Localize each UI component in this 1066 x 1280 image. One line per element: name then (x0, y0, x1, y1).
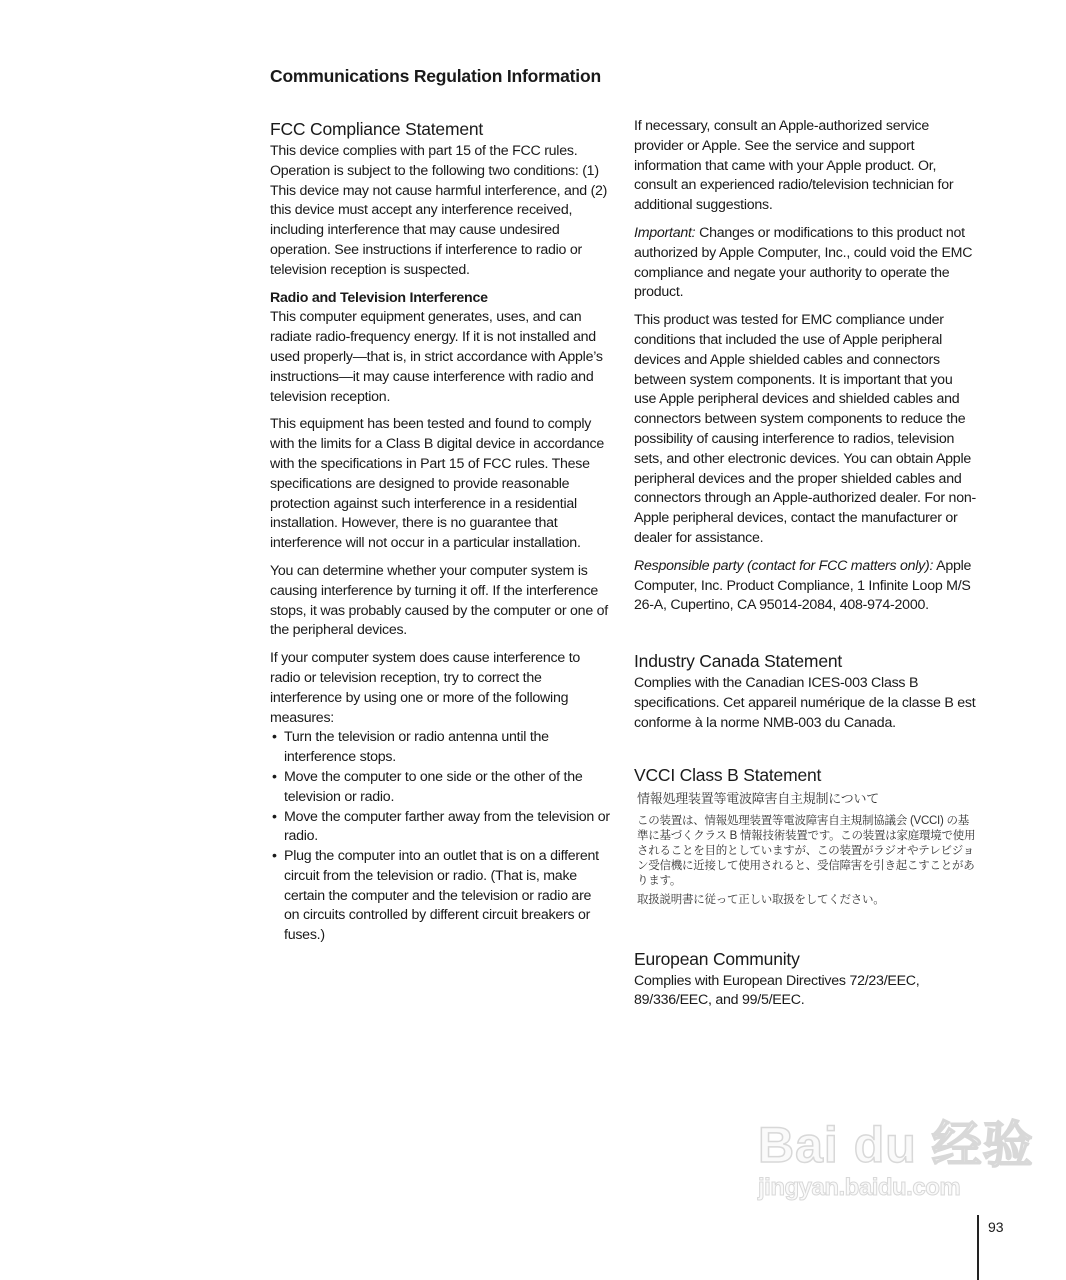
list-item: • Turn the television or radio antenna until the interference stops. (270, 728, 610, 768)
vcci-jp-body: この装置は、情報処理装置等電波障害自主規制協議会 (VCCI) の基準に基づくクラス B 情報技術装置です。この装置は家庭環境で使用されることを目的としていますが、この装置がラジオやテレビジョン受信機に近接して使用されると、受信障害を引き起こすことがあります。 (637, 814, 976, 887)
eu-text: Complies with European Directives 72/23/EEC, 89/336/EEC, and 99/5/EEC. (634, 972, 920, 1009)
page-number-rule (977, 1215, 979, 1280)
important-label: Important: (634, 224, 696, 241)
canada-heading: Industry Canada Statement (634, 651, 843, 672)
fcc-paragraph: You can determine whether your computer system is causing interference by turning it off. If the interference stops, it was probably caused by the computer or one of the peripheral devices. (270, 562, 608, 639)
list-item: • Plug the computer into an outlet that is on a different circuit from the television or radio. (That is, make certain the computer and the television or radio are on circuits controlled by different circuit breakers or fuses.) (270, 847, 610, 946)
page-title: Communications Regulation Information (270, 66, 601, 86)
responsible-text: Apple Computer, Inc. Product Compliance, 1 Infinite Loop M/S 26-A, Cupertino, CA 95014-2084, 408-974-2000. (634, 557, 972, 614)
fcc-paragraph: If necessary, consult an Apple-authorized service provider or Apple. See the service and support information that came with your Apple product. Or, consult an experienced radio/television technician for additional suggestions. (634, 118, 954, 214)
list-item: • Move the computer to one side or the other of the television or radio. (270, 768, 610, 808)
fcc-paragraph: This product was tested for EMC compliance under conditions that included the use of Apple peripheral devices and Apple shielded cables and connectors between system components. It is important that you use Apple peripheral devices and shielded cables and connectors between system components to reduce the possibility of causing interference to radios, television sets, and other electronic devices. You can obtain Apple peripheral devices and the proper shielded cables and connectors through an Apple-authorized dealer. For non-Apple peripheral devices, contact the manufacturer or dealer for assistance. (634, 312, 976, 546)
vcci-jp-note: 取扱説明書に従って正しい取扱をしてください。 (637, 893, 885, 906)
eu-heading: European Community (634, 948, 800, 969)
right-column (634, 117, 976, 1019)
important-paragraph (634, 224, 976, 303)
page-number: 93 (988, 1219, 1004, 1235)
fcc-heading: FCC Compliance Statement (270, 119, 484, 139)
left-column (270, 118, 610, 946)
watermark-logo: Bai du 经验 (758, 1117, 1034, 1173)
fcc-paragraph: This equipment has been tested and found to comply with the limits for a Class B digital device in accordance with the specifications in Part 15 of FCC rules. These specifications are designed to provide reasonable protection against such interference in a residential installation. However, there is no guarantee that interference will not occur in a particular installation. (270, 416, 605, 552)
responsible-party (634, 557, 976, 616)
canada-text: Complies with the Canadian ICES-003 Class B specifications. Cet appareil numérique de la classe B est conforme à la norme NMB-003 du Canada. (634, 675, 976, 731)
fcc-paragraph: This computer equipment generates, uses, and can radiate radio-frequency energy. If it is not installed and used properly—that is, in strict accordance with Apple’s instructions—it may cause interference with radio and television reception. (270, 309, 603, 405)
baidu-watermark (758, 1116, 1034, 1202)
vcci-heading: VCCI Class B Statement (634, 764, 822, 785)
list-item: • Move the computer farther away from the television or radio. (270, 808, 610, 848)
measures-list (270, 728, 610, 946)
watermark-url: jingyan.baidu.com (758, 1174, 961, 1201)
important-text: Changes or modifications to this product not authorized by Apple Computer, Inc., could void the EMC compliance and negate your authority to operate the product. (634, 224, 973, 301)
radio-tv-subheading: Radio and Television Interference (270, 289, 488, 306)
fcc-paragraph: This device complies with part 15 of the FCC rules. Operation is subject to the following two conditions: (1) This device may not cause harmful interference, and (2) this device must accept any interference received, including interference that may cause undesired operation. See instructions if interference to radio or television reception is suspected. (270, 143, 608, 278)
vcci-jp-title: 情報処理装置等電波障害自主規制について (637, 790, 879, 806)
responsible-label: Responsible party (contact for FCC matters only): (634, 557, 934, 574)
fcc-paragraph: If your computer system does cause interference to radio or television reception, try to correct the interference by using one or more of the following measures: (270, 650, 581, 726)
